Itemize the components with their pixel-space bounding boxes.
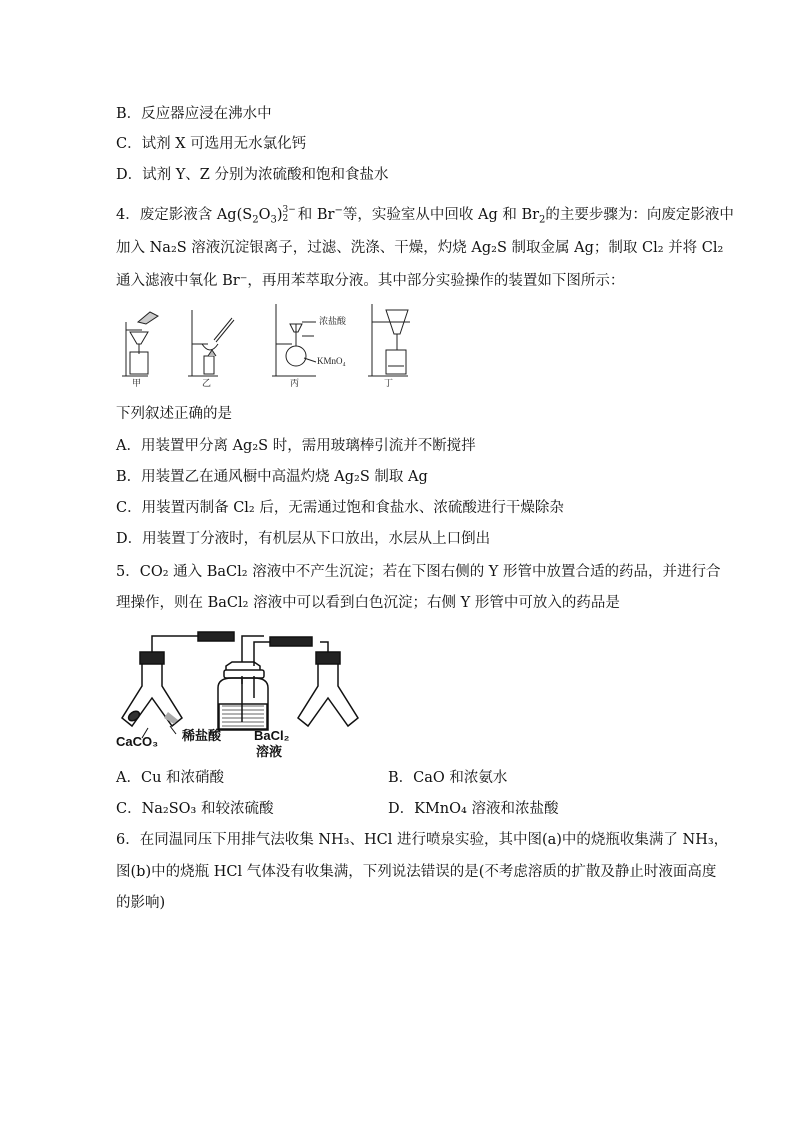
bacl2-bottle	[218, 662, 268, 730]
q4-option-a: A．用装置甲分离 Ag₂S 时，需用玻璃棒引流并不断搅拌	[116, 438, 476, 454]
apparatus-yi	[188, 310, 234, 376]
label-conc-hcl: 浓盐酸	[319, 316, 347, 326]
q5-option-d: D．KMnO₄ 溶液和浓盐酸	[388, 801, 559, 817]
apparatus-bing	[272, 304, 316, 376]
q4-stem: 下列叙述正确的是	[116, 406, 232, 422]
q4-option-b: B．用装置乙在通风橱中高温灼烧 Ag₂S 制取 Ag	[116, 469, 428, 485]
q4-line1-part-b: O	[258, 206, 271, 223]
q4-line1: 4．废定影液含 $Ag(S_2O_3)$ 3− 2 和 Br−等，实验室从中回收 Ag 和 $Br_2$的主要步骤为：向废定影液中	[116, 204, 734, 226]
q4-line1-part-e: 等，实验室从中回收 Ag 和 Br	[342, 206, 540, 223]
apparatus-jia	[122, 312, 158, 376]
q4-line1-part-a: 4．废定影液含 Ag(S	[116, 206, 253, 223]
q4-apparatus-figure	[114, 300, 414, 390]
label-bacl2: BaCl₂	[254, 728, 290, 743]
label-yi: 乙	[202, 378, 212, 388]
q5-option-b: B．CaO 和浓氨水	[388, 770, 508, 786]
q4-line3: 通入滤液中氧化 Br⁻，再用苯萃取分液。其中部分实验操作的装置如下图所示：	[116, 273, 625, 289]
q5-line2: 理操作，则在 BaCl₂ 溶液中可以看到白色沉淀；右侧 Y 形管中可放入的药品是	[116, 595, 620, 611]
q5-option-c: C．Na₂SO₃ 和较浓硫酸	[116, 801, 274, 817]
q3-option-b: B．反应器应浸在沸水中	[116, 106, 272, 122]
right-y-tube	[298, 652, 358, 726]
q6-line1: 6．在同温同压下用排气法收集 NH₃、HCl 进行喷泉实验，其中图(a)中的烧瓶收集满了 NH₃，	[116, 832, 729, 848]
label-bing: 丙	[290, 378, 300, 388]
q5-apparatus-figure	[114, 626, 364, 761]
q4-option-c: C．用装置丙制备 Cl₂ 后，无需通过饱和食盐水、浓硫酸进行干燥除杂	[116, 500, 564, 516]
q5-option-a: A．Cu 和浓硝酸	[116, 770, 225, 786]
q6-line2: 图(b)中的烧瓶 HCl 气体没有收集满，下列说法错误的是(不考虑溶质的扩散及静止时液面高度	[116, 864, 717, 880]
label-solution: 溶液	[256, 744, 283, 759]
label-ding: 丁	[384, 378, 394, 388]
q3-option-c: C．试剂 X 可选用无水氯化钙	[116, 136, 307, 152]
apparatus-ding	[368, 304, 410, 376]
label-kmno4: KMnO₄	[317, 356, 346, 366]
left-y-tube	[122, 652, 182, 726]
q4-line1-part-c: )	[276, 206, 283, 223]
label-jia: 甲	[132, 378, 142, 388]
q4-line1-part-d: 和 Br	[297, 206, 335, 223]
q4-line1-part-f: 的主要步骤为：向废定影液中	[545, 206, 734, 223]
label-dilute-hcl: 稀盐酸	[182, 728, 222, 743]
q6-line3: 的影响)	[116, 895, 166, 911]
q3-option-d: D．试剂 Y、Z 分别为浓硫酸和饱和食盐水	[116, 167, 389, 183]
q4-line2: 加入 Na₂S 溶液沉淀银离子，过滤、洗涤、干燥，灼烧 Ag₂S 制取金属 Ag；制取 Cl₂ 并将 Cl₂	[116, 240, 724, 256]
q5-line1: 5．CO₂ 通入 BaCl₂ 溶液中不产生沉淀；若在下图右侧的 Y 形管中放置合适的药品，并进行合	[116, 564, 721, 580]
q4-option-d: D．用装置丁分液时，有机层从下口放出，水层从上口倒出	[116, 531, 491, 547]
label-caco3: CaCO₃	[116, 734, 159, 749]
